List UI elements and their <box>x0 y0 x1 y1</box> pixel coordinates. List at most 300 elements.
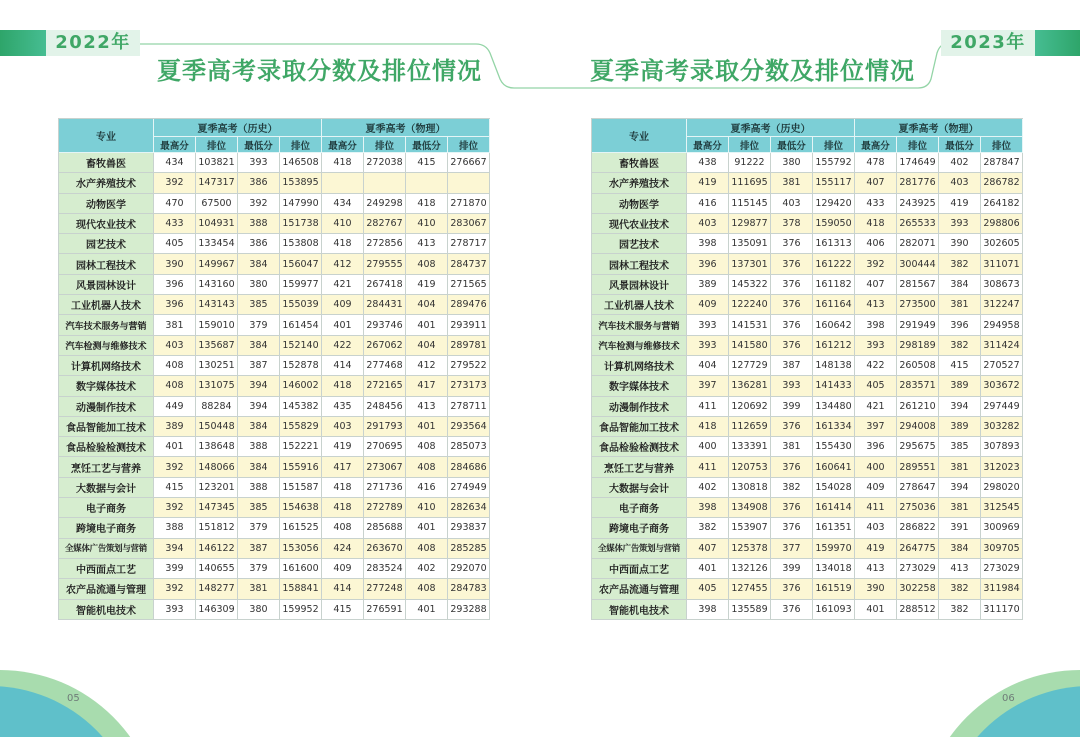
history-min-score-cell: 394 <box>238 376 280 396</box>
history-max-score-cell: 394 <box>154 539 196 559</box>
history-min-score-cell: 382 <box>771 478 813 498</box>
history-max-score-cell: 390 <box>154 254 196 274</box>
history-max-rank-cell: 129877 <box>729 214 771 234</box>
physics-min-score-header: 最低分 <box>939 137 981 153</box>
physics-min-score-cell <box>406 173 448 193</box>
history-min-rank-cell: 161093 <box>813 600 855 620</box>
history-max-rank-cell: 104931 <box>196 214 238 234</box>
physics-max-score-cell: 411 <box>855 498 897 518</box>
physics-min-rank-cell: 284783 <box>448 579 490 599</box>
history-max-rank-cell: 123201 <box>196 478 238 498</box>
history-min-rank-cell: 129420 <box>813 194 855 214</box>
history-min-rank-cell: 161182 <box>813 275 855 295</box>
physics-min-score-cell: 394 <box>939 397 981 417</box>
history-max-rank-cell: 147345 <box>196 498 238 518</box>
physics-min-rank-cell: 278717 <box>448 234 490 254</box>
physics-max-rank-cell: 286822 <box>897 518 939 538</box>
physics-max-score-cell: 413 <box>855 295 897 315</box>
physics-max-rank-cell: 288512 <box>897 600 939 620</box>
physics-max-rank-cell: 291793 <box>364 417 406 437</box>
physics-min-score-cell: 419 <box>939 194 981 214</box>
physics-max-score-cell: 409 <box>855 478 897 498</box>
physics-max-rank-cell: 273067 <box>364 457 406 477</box>
physics-min-score-cell: 382 <box>939 254 981 274</box>
history-min-score-cell: 376 <box>771 315 813 335</box>
physics-min-rank-cell: 283067 <box>448 214 490 234</box>
physics-max-score-cell: 412 <box>322 254 364 274</box>
physics-max-rank-cell: 271736 <box>364 478 406 498</box>
history-max-score-cell: 392 <box>154 173 196 193</box>
history-min-score-cell: 399 <box>771 397 813 417</box>
history-max-score-cell: 434 <box>154 153 196 173</box>
physics-max-score-cell: 418 <box>322 234 364 254</box>
history-min-score-cell: 385 <box>238 295 280 315</box>
history-max-rank-cell: 146309 <box>196 600 238 620</box>
major-name-cell: 园艺技术 <box>59 234 154 254</box>
history-min-rank-cell: 152878 <box>280 356 322 376</box>
physics-min-rank-cell: 289476 <box>448 295 490 315</box>
physics-min-rank-cell: 293837 <box>448 518 490 538</box>
history-max-score-cell: 411 <box>687 397 729 417</box>
history-min-score-cell: 379 <box>238 518 280 538</box>
physics-min-score-cell: 391 <box>939 518 981 538</box>
physics-min-rank-cell: 311170 <box>981 600 1023 620</box>
physics-max-score-cell: 415 <box>322 600 364 620</box>
major-name-cell: 园林工程技术 <box>59 254 154 274</box>
history-max-score-cell: 408 <box>154 356 196 376</box>
physics-max-score-cell <box>322 173 364 193</box>
year-tab-accent-bar <box>0 30 46 56</box>
history-max-score-cell: 398 <box>687 498 729 518</box>
physics-min-rank-cell: 276667 <box>448 153 490 173</box>
major-name-cell: 食品智能加工技术 <box>59 417 154 437</box>
physics-min-score-cell: 401 <box>406 417 448 437</box>
history-max-score-cell: 392 <box>154 498 196 518</box>
major-name-cell: 大数据与会计 <box>592 478 687 498</box>
history-min-rank-cell: 155829 <box>280 417 322 437</box>
history-max-score-cell: 389 <box>687 275 729 295</box>
physics-min-rank-cell: 303282 <box>981 417 1023 437</box>
history-min-rank-cell: 155039 <box>280 295 322 315</box>
history-max-rank-cell: 143160 <box>196 275 238 295</box>
physics-max-rank-cell: 243925 <box>897 194 939 214</box>
history-min-rank-cell: 161212 <box>813 336 855 356</box>
physics-max-rank-cell: 272038 <box>364 153 406 173</box>
history-max-rank-cell: 149967 <box>196 254 238 274</box>
physics-max-rank-cell: 298189 <box>897 336 939 356</box>
physics-max-score-cell: 400 <box>855 457 897 477</box>
physics-min-score-cell: 410 <box>406 498 448 518</box>
physics-max-rank-cell: 261210 <box>897 397 939 417</box>
history-min-rank-header: 排位 <box>280 137 322 153</box>
history-max-score-cell: 405 <box>687 579 729 599</box>
history-min-score-cell: 376 <box>771 600 813 620</box>
major-name-cell: 动漫制作技术 <box>59 397 154 417</box>
history-max-score-cell: 392 <box>154 579 196 599</box>
history-min-score-cell: 379 <box>238 559 280 579</box>
physics-min-score-cell: 404 <box>406 336 448 356</box>
physics-max-score-cell: 409 <box>322 559 364 579</box>
history-max-score-cell: 396 <box>154 295 196 315</box>
physics-min-rank-cell <box>448 173 490 193</box>
major-name-cell: 计算机网络技术 <box>592 356 687 376</box>
column-header-major: 专业 <box>59 119 154 153</box>
major-name-cell: 水产养殖技术 <box>592 173 687 193</box>
physics-min-score-cell: 390 <box>939 234 981 254</box>
history-max-rank-cell: 67500 <box>196 194 238 214</box>
history-min-rank-cell: 155117 <box>813 173 855 193</box>
physics-max-rank-cell: 174649 <box>897 153 939 173</box>
history-max-score-cell: 396 <box>154 275 196 295</box>
physics-min-rank-cell: 309705 <box>981 539 1023 559</box>
history-min-rank-cell: 156047 <box>280 254 322 274</box>
physics-max-score-cell: 418 <box>855 214 897 234</box>
history-max-score-cell: 400 <box>687 437 729 457</box>
history-max-score-cell: 381 <box>154 315 196 335</box>
physics-min-score-cell: 403 <box>939 173 981 193</box>
history-min-rank-cell: 141433 <box>813 376 855 396</box>
physics-max-rank-cell: 291949 <box>897 315 939 335</box>
history-max-rank-cell: 130818 <box>729 478 771 498</box>
physics-max-rank-cell: 283524 <box>364 559 406 579</box>
physics-min-score-cell: 401 <box>406 518 448 538</box>
physics-min-score-cell: 413 <box>406 397 448 417</box>
history-max-score-cell: 397 <box>687 376 729 396</box>
history-min-score-cell: 376 <box>771 417 813 437</box>
column-group-physics: 夏季高考（物理） <box>322 119 490 137</box>
history-max-rank-cell: 159010 <box>196 315 238 335</box>
history-max-score-cell: 402 <box>687 478 729 498</box>
history-max-score-cell: 404 <box>687 356 729 376</box>
physics-min-score-cell: 415 <box>939 356 981 376</box>
physics-max-rank-cell: 249298 <box>364 194 406 214</box>
physics-min-score-cell: 401 <box>406 600 448 620</box>
history-min-score-header: 最低分 <box>771 137 813 153</box>
history-max-rank-cell: 141531 <box>729 315 771 335</box>
physics-min-score-cell: 381 <box>939 498 981 518</box>
major-name-cell: 水产养殖技术 <box>59 173 154 193</box>
physics-min-rank-cell: 284686 <box>448 457 490 477</box>
history-min-score-cell: 376 <box>771 498 813 518</box>
history-max-rank-cell: 147317 <box>196 173 238 193</box>
history-max-score-cell: 393 <box>154 600 196 620</box>
history-min-rank-cell: 161414 <box>813 498 855 518</box>
major-name-cell: 农产品流通与管理 <box>59 579 154 599</box>
physics-max-rank-cell: 293746 <box>364 315 406 335</box>
physics-max-rank-cell: 285688 <box>364 518 406 538</box>
major-name-cell: 动物医学 <box>59 194 154 214</box>
major-name-cell: 全媒体广告策划与营销 <box>59 539 154 559</box>
physics-max-rank-cell: 272165 <box>364 376 406 396</box>
physics-max-rank-cell <box>364 173 406 193</box>
history-min-score-cell: 379 <box>238 315 280 335</box>
history-max-rank-cell: 112659 <box>729 417 771 437</box>
physics-max-rank-cell: 275036 <box>897 498 939 518</box>
history-max-rank-cell: 135589 <box>729 600 771 620</box>
major-name-cell: 汽车检测与维修技术 <box>59 336 154 356</box>
history-min-rank-cell: 151738 <box>280 214 322 234</box>
history-max-rank-cell: 137301 <box>729 254 771 274</box>
physics-max-score-cell: 398 <box>855 315 897 335</box>
history-min-rank-cell: 161334 <box>813 417 855 437</box>
history-max-rank-cell: 120692 <box>729 397 771 417</box>
major-name-cell: 工业机器人技术 <box>59 295 154 315</box>
history-min-score-cell: 378 <box>771 214 813 234</box>
major-name-cell: 动漫制作技术 <box>592 397 687 417</box>
physics-min-rank-cell: 312545 <box>981 498 1023 518</box>
physics-min-score-cell: 415 <box>406 153 448 173</box>
physics-max-score-cell: 393 <box>855 336 897 356</box>
physics-max-rank-cell: 278647 <box>897 478 939 498</box>
physics-max-rank-cell: 270695 <box>364 437 406 457</box>
physics-min-rank-cell: 285285 <box>448 539 490 559</box>
physics-min-rank-header: 排位 <box>448 137 490 153</box>
history-max-rank-cell: 132126 <box>729 559 771 579</box>
history-max-score-cell: 411 <box>687 457 729 477</box>
history-min-score-cell: 393 <box>238 153 280 173</box>
history-min-rank-cell: 161600 <box>280 559 322 579</box>
physics-max-score-cell: 418 <box>322 498 364 518</box>
physics-min-score-cell: 412 <box>406 356 448 376</box>
history-min-score-cell: 392 <box>238 194 280 214</box>
physics-max-rank-cell: 302258 <box>897 579 939 599</box>
history-min-score-cell: 384 <box>238 254 280 274</box>
major-name-cell: 跨境电子商务 <box>592 518 687 538</box>
history-min-score-cell: 393 <box>771 376 813 396</box>
history-max-score-cell: 389 <box>154 417 196 437</box>
major-name-cell: 汽车技术服务与营销 <box>592 315 687 335</box>
major-name-cell: 动物医学 <box>592 194 687 214</box>
major-name-cell: 食品检验检测技术 <box>592 437 687 457</box>
physics-min-score-cell: 408 <box>406 254 448 274</box>
physics-min-score-cell: 402 <box>939 153 981 173</box>
physics-max-rank-cell: 248456 <box>364 397 406 417</box>
page-number: 06 <box>1002 693 1015 704</box>
major-name-cell: 畜牧兽医 <box>592 153 687 173</box>
major-name-cell: 现代农业技术 <box>59 214 154 234</box>
history-min-rank-cell: 155792 <box>813 153 855 173</box>
major-name-cell: 烹饪工艺与营养 <box>59 457 154 477</box>
page-title: 夏季高考录取分数及排位情况 <box>590 57 915 85</box>
major-name-cell: 食品智能加工技术 <box>592 417 687 437</box>
history-min-rank-cell: 153808 <box>280 234 322 254</box>
physics-max-rank-cell: 267062 <box>364 336 406 356</box>
physics-max-score-cell: 419 <box>855 539 897 559</box>
physics-max-score-cell: 396 <box>855 437 897 457</box>
history-max-rank-header: 排位 <box>196 137 238 153</box>
physics-min-rank-cell: 273029 <box>981 559 1023 579</box>
history-min-score-cell: 387 <box>238 356 280 376</box>
physics-max-rank-cell: 295675 <box>897 437 939 457</box>
history-min-score-cell: 381 <box>771 437 813 457</box>
history-max-score-cell: 393 <box>687 315 729 335</box>
history-min-rank-cell: 159977 <box>280 275 322 295</box>
physics-max-score-cell: 390 <box>855 579 897 599</box>
history-max-rank-cell: 143143 <box>196 295 238 315</box>
history-max-score-header: 最高分 <box>687 137 729 153</box>
history-min-rank-cell: 151587 <box>280 478 322 498</box>
physics-max-score-header: 最高分 <box>322 137 364 153</box>
physics-max-rank-cell: 281776 <box>897 173 939 193</box>
physics-min-score-cell: 410 <box>406 214 448 234</box>
physics-max-score-header: 最高分 <box>855 137 897 153</box>
history-max-rank-cell: 148066 <box>196 457 238 477</box>
history-min-score-cell: 384 <box>238 457 280 477</box>
physics-max-score-cell: 408 <box>322 518 364 538</box>
physics-min-score-cell: 384 <box>939 539 981 559</box>
physics-min-rank-cell: 298806 <box>981 214 1023 234</box>
history-min-score-cell: 394 <box>238 397 280 417</box>
major-name-cell: 畜牧兽医 <box>59 153 154 173</box>
year-label: 2023年 <box>950 32 1026 53</box>
history-min-score-cell: 376 <box>771 518 813 538</box>
history-max-score-cell: 407 <box>687 539 729 559</box>
physics-min-rank-cell: 285073 <box>448 437 490 457</box>
physics-max-score-cell: 403 <box>322 417 364 437</box>
physics-min-rank-cell: 311984 <box>981 579 1023 599</box>
history-max-rank-cell: 153907 <box>729 518 771 538</box>
physics-max-score-cell: 407 <box>855 275 897 295</box>
physics-max-rank-cell: 276591 <box>364 600 406 620</box>
physics-max-score-cell: 407 <box>855 173 897 193</box>
physics-min-rank-cell: 278711 <box>448 397 490 417</box>
physics-max-rank-cell: 289551 <box>897 457 939 477</box>
physics-min-score-cell: 402 <box>406 559 448 579</box>
physics-min-score-cell: 389 <box>939 376 981 396</box>
history-min-rank-cell: 146002 <box>280 376 322 396</box>
physics-min-score-cell: 389 <box>939 417 981 437</box>
major-name-cell: 全媒体广告策划与营销 <box>592 539 687 559</box>
history-max-score-cell: 403 <box>687 214 729 234</box>
major-name-cell: 园林工程技术 <box>592 254 687 274</box>
physics-max-score-cell: 478 <box>855 153 897 173</box>
physics-min-rank-cell: 312247 <box>981 295 1023 315</box>
history-min-rank-cell: 161525 <box>280 518 322 538</box>
physics-min-rank-cell: 274949 <box>448 478 490 498</box>
physics-max-rank-cell: 260508 <box>897 356 939 376</box>
history-max-score-cell: 415 <box>154 478 196 498</box>
physics-max-rank-cell: 265533 <box>897 214 939 234</box>
history-min-rank-cell: 161313 <box>813 234 855 254</box>
physics-min-rank-header: 排位 <box>981 137 1023 153</box>
physics-max-rank-cell: 273029 <box>897 559 939 579</box>
physics-max-rank-cell: 294008 <box>897 417 939 437</box>
physics-max-rank-cell: 284431 <box>364 295 406 315</box>
history-min-score-cell: 380 <box>771 153 813 173</box>
physics-max-score-cell: 417 <box>322 457 364 477</box>
history-max-score-cell: 408 <box>154 376 196 396</box>
history-min-rank-cell: 159970 <box>813 539 855 559</box>
physics-max-score-cell: 409 <box>322 295 364 315</box>
physics-max-rank-header: 排位 <box>897 137 939 153</box>
physics-max-rank-cell: 272789 <box>364 498 406 518</box>
history-min-rank-cell: 161351 <box>813 518 855 538</box>
physics-max-rank-header: 排位 <box>364 137 406 153</box>
history-min-rank-cell: 158841 <box>280 579 322 599</box>
history-max-score-cell: 392 <box>154 457 196 477</box>
major-name-cell: 计算机网络技术 <box>59 356 154 376</box>
history-max-rank-cell: 125378 <box>729 539 771 559</box>
history-min-rank-cell: 152221 <box>280 437 322 457</box>
history-max-score-header: 最高分 <box>154 137 196 153</box>
history-min-rank-cell: 145382 <box>280 397 322 417</box>
physics-min-rank-cell: 286782 <box>981 173 1023 193</box>
physics-min-rank-cell: 298020 <box>981 478 1023 498</box>
history-min-rank-header: 排位 <box>813 137 855 153</box>
history-min-rank-cell: 161519 <box>813 579 855 599</box>
physics-max-score-cell: 421 <box>855 397 897 417</box>
history-max-rank-cell: 146122 <box>196 539 238 559</box>
history-min-rank-cell: 147990 <box>280 194 322 214</box>
history-max-rank-cell: 150448 <box>196 417 238 437</box>
physics-max-rank-cell: 272856 <box>364 234 406 254</box>
physics-max-score-cell: 413 <box>855 559 897 579</box>
physics-min-rank-cell: 287847 <box>981 153 1023 173</box>
physics-min-score-cell: 408 <box>406 579 448 599</box>
history-min-rank-cell: 160641 <box>813 457 855 477</box>
physics-min-score-cell: 413 <box>406 234 448 254</box>
physics-max-score-cell: 435 <box>322 397 364 417</box>
history-max-score-cell: 419 <box>687 173 729 193</box>
year-label: 2022年 <box>55 32 131 53</box>
major-name-cell: 烹饪工艺与营养 <box>592 457 687 477</box>
physics-min-score-cell: 401 <box>406 315 448 335</box>
physics-min-rank-cell: 308673 <box>981 275 1023 295</box>
physics-max-score-cell: 422 <box>855 356 897 376</box>
year-tab-accent-bar <box>1035 30 1080 56</box>
history-max-score-cell: 470 <box>154 194 196 214</box>
history-min-rank-cell: 146508 <box>280 153 322 173</box>
history-max-score-cell: 398 <box>687 234 729 254</box>
physics-max-rank-cell: 277468 <box>364 356 406 376</box>
physics-max-score-cell: 418 <box>322 478 364 498</box>
history-min-score-cell: 403 <box>771 194 813 214</box>
physics-min-score-cell: 417 <box>406 376 448 396</box>
history-max-rank-cell: 133391 <box>729 437 771 457</box>
history-max-rank-cell: 127729 <box>729 356 771 376</box>
history-min-rank-cell: 161164 <box>813 295 855 315</box>
major-name-cell: 中西面点工艺 <box>592 559 687 579</box>
history-min-score-cell: 388 <box>238 214 280 234</box>
history-max-score-cell: 401 <box>154 437 196 457</box>
major-name-cell: 电子商务 <box>592 498 687 518</box>
physics-min-score-cell: 408 <box>406 437 448 457</box>
history-min-score-cell: 388 <box>238 437 280 457</box>
physics-max-rank-cell: 282767 <box>364 214 406 234</box>
history-max-score-cell: 409 <box>687 295 729 315</box>
physics-min-score-cell: 394 <box>939 478 981 498</box>
history-min-rank-cell: 160642 <box>813 315 855 335</box>
physics-max-score-cell: 401 <box>855 600 897 620</box>
history-max-rank-cell: 103821 <box>196 153 238 173</box>
physics-min-score-cell: 418 <box>406 194 448 214</box>
physics-min-rank-cell: 293911 <box>448 315 490 335</box>
history-min-score-cell: 376 <box>771 336 813 356</box>
physics-min-rank-cell: 311071 <box>981 254 1023 274</box>
physics-min-score-cell: 381 <box>939 295 981 315</box>
history-max-rank-cell: 120753 <box>729 457 771 477</box>
physics-min-rank-cell: 302605 <box>981 234 1023 254</box>
history-max-rank-cell: 134908 <box>729 498 771 518</box>
physics-max-score-cell: 421 <box>322 275 364 295</box>
physics-max-rank-cell: 267418 <box>364 275 406 295</box>
physics-min-rank-cell: 307893 <box>981 437 1023 457</box>
physics-max-rank-cell: 273500 <box>897 295 939 315</box>
history-max-rank-cell: 141580 <box>729 336 771 356</box>
physics-max-rank-cell: 279555 <box>364 254 406 274</box>
physics-max-rank-cell: 263670 <box>364 539 406 559</box>
history-max-rank-cell: 133454 <box>196 234 238 254</box>
